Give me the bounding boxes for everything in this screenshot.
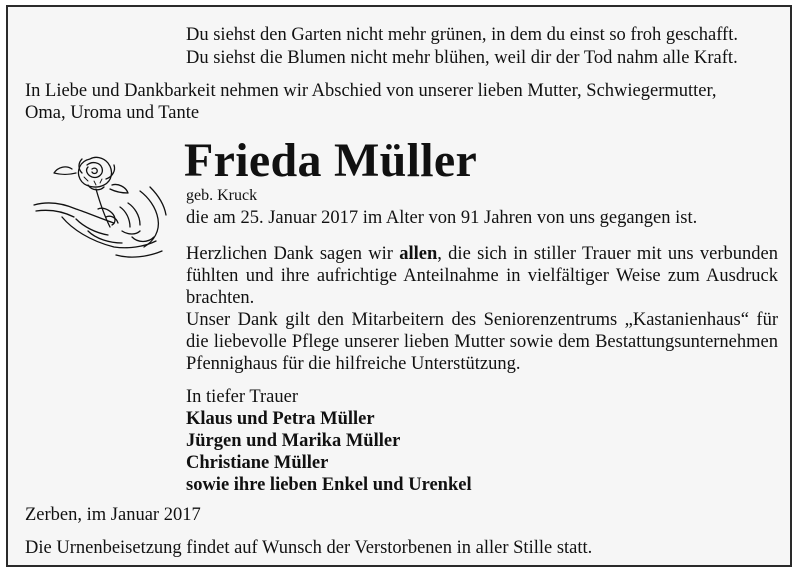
intro-line-2: Oma, Uroma und Tante [25,103,200,123]
obituary-notice [6,5,792,567]
intro-line-1: In Liebe und Dankbarkeit nehmen wir Abschied von unserer lieben Mutter, Schwiegermutter, [25,81,717,101]
death-line: die am 25. Januar 2017 im Alter von 91 Jahren von uns gegangen ist. [186,208,698,228]
mourner-1: Klaus und Petra Müller [186,409,375,429]
thanks-paragraph-1 [186,243,778,309]
place-and-date: Zerben, im Januar 2017 [25,505,201,525]
verse-line-1: Du siehst den Garten nicht mehr grünen, in dem du einst so froh geschafft. [186,25,738,45]
deceased-name: Frieda Müller [184,134,478,187]
birth-name: geb. Kruck [186,187,258,204]
thanks-text-after: , die sich in stiller Trauer mit uns verbunden fühlten und ihre aufrichtige Anteilnahme in vielfältiger Weise zum Ausdruck brachten. [186,244,778,308]
thanks-paragraph-2: Unser Dank gilt den Mitarbeitern des Seniorenzentrums „Kastanienhaus“ für die liebevolle Pflege unserer lieben Mutter sowie dem Bestattungsunternehmen Pfennighaus für die hilfreiche Unterstützung. [186,310,778,374]
mourner-4: sowie ihre lieben Enkel und Urenkel [186,475,472,495]
mourner-2: Jürgen und Marika Müller [186,431,401,451]
burial-note: Die Urnenbeisetzung findet auf Wunsch der Verstorbenen in aller Stille statt. [25,538,593,558]
verse-line-2: Du siehst die Blumen nicht mehr blühen, weil dir der Tod nahm alle Kraft. [186,48,738,68]
thanks-text-before: Herzlichen Dank sagen wir [186,244,400,264]
mourner-3: Christiane Müller [186,453,329,473]
mourning-heading: In tiefer Trauer [186,387,298,407]
thanks-emphasis: allen [399,244,438,264]
rose-in-hands-icon [32,147,177,267]
